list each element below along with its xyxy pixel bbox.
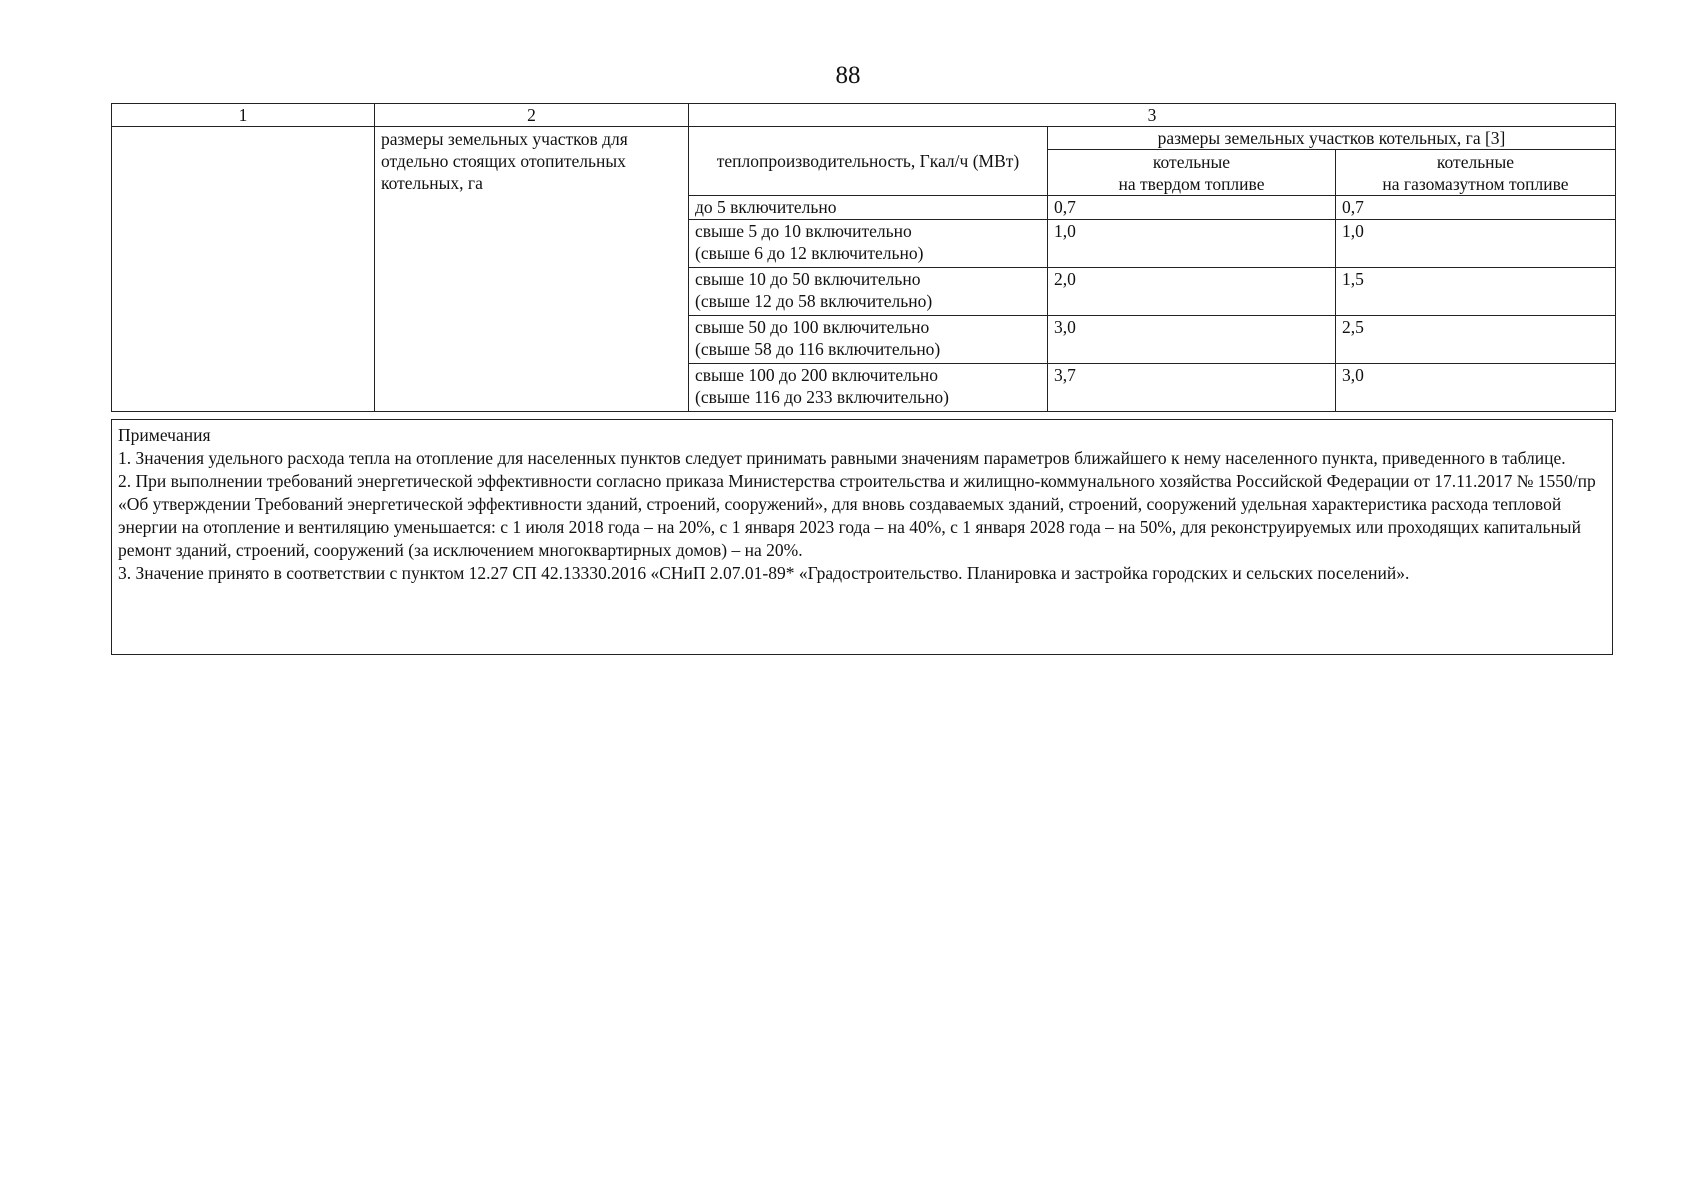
column-number-1: 1 [112,104,375,127]
note-item: 1. Значения удельного расхода тепла на отопление для населенных пунктов следует принимать равными значениям параметров ближайшего к нему населенного пункта, приведенного в таблице. [118,448,1566,468]
gas-fuel-header: котельные на газомазутном топливе [1336,150,1616,196]
capacity-cell: свыше 100 до 200 включительно (свыше 116 до 233 включительно) [689,364,1048,412]
solid-fuel-header: котельные на твердом топливе [1048,150,1336,196]
notes-title: Примечания [118,425,211,445]
capacity-cell: до 5 включительно [689,196,1048,220]
solid-fuel-value: 3,7 [1048,364,1336,412]
capacity-header: теплопроизводительность, Гкал/ч (МВт) [689,127,1048,196]
solid-fuel-value: 0,7 [1048,196,1336,220]
solid-fuel-value: 1,0 [1048,220,1336,268]
gas-fuel-value: 1,0 [1336,220,1616,268]
solid-fuel-value: 2,0 [1048,268,1336,316]
solid-fuel-value: 3,0 [1048,316,1336,364]
column-number-3: 3 [689,104,1616,127]
capacity-cell: свыше 50 до 100 включительно (свыше 58 до 116 включительно) [689,316,1048,364]
column-number-2: 2 [375,104,689,127]
capacity-cell: свыше 10 до 50 включительно (свыше 12 до 58 включительно) [689,268,1048,316]
gas-fuel-value: 0,7 [1336,196,1616,220]
note-item: 3. Значение принято в соответствии с пунктом 12.27 СП 42.13330.2016 «СНиП 2.07.01-89* «Градостроительство. Планировка и застройка городских и сельских поселений». [118,563,1410,583]
note-item: 2. При выполнении требований энергетической эффективности согласно приказа Министерства строительства и жилищно-коммунального хозяйства Российской Федерации от 17.11.2017 № 1550/пр «Об утверждении Требований энергетической эффективности зданий, строений, сооружений», для вновь создаваемых зданий, строений, сооружений удельная характеристика расхода тепловой энергии на отопление и вентиляцию уменьшается: с 1 июля 2018 года – на 20%, с 1 января 2023 года – на 40%, с 1 января 2028 года – на 50%, для реконструируемых или проходящих капитальный ремонт зданий, строений, сооружений (за исключением многоквартирных домов) – на 20%. [118,471,1596,560]
gas-fuel-value: 2,5 [1336,316,1616,364]
land-size-table [111,103,1615,412]
page-number: 88 [835,62,861,89]
gas-fuel-value: 3,0 [1336,364,1616,412]
land-size-header: размеры земельных участков котельных, га [3] [1048,127,1616,150]
capacity-cell: свыше 5 до 10 включительно (свыше 6 до 12 включительно) [689,220,1048,268]
empty-cell-col1 [112,127,375,412]
notes-block [111,419,1613,655]
indicator-cell: размеры земельных участков для отдельно стоящих отопительных котельных, га [375,127,689,412]
gas-fuel-value: 1,5 [1336,268,1616,316]
